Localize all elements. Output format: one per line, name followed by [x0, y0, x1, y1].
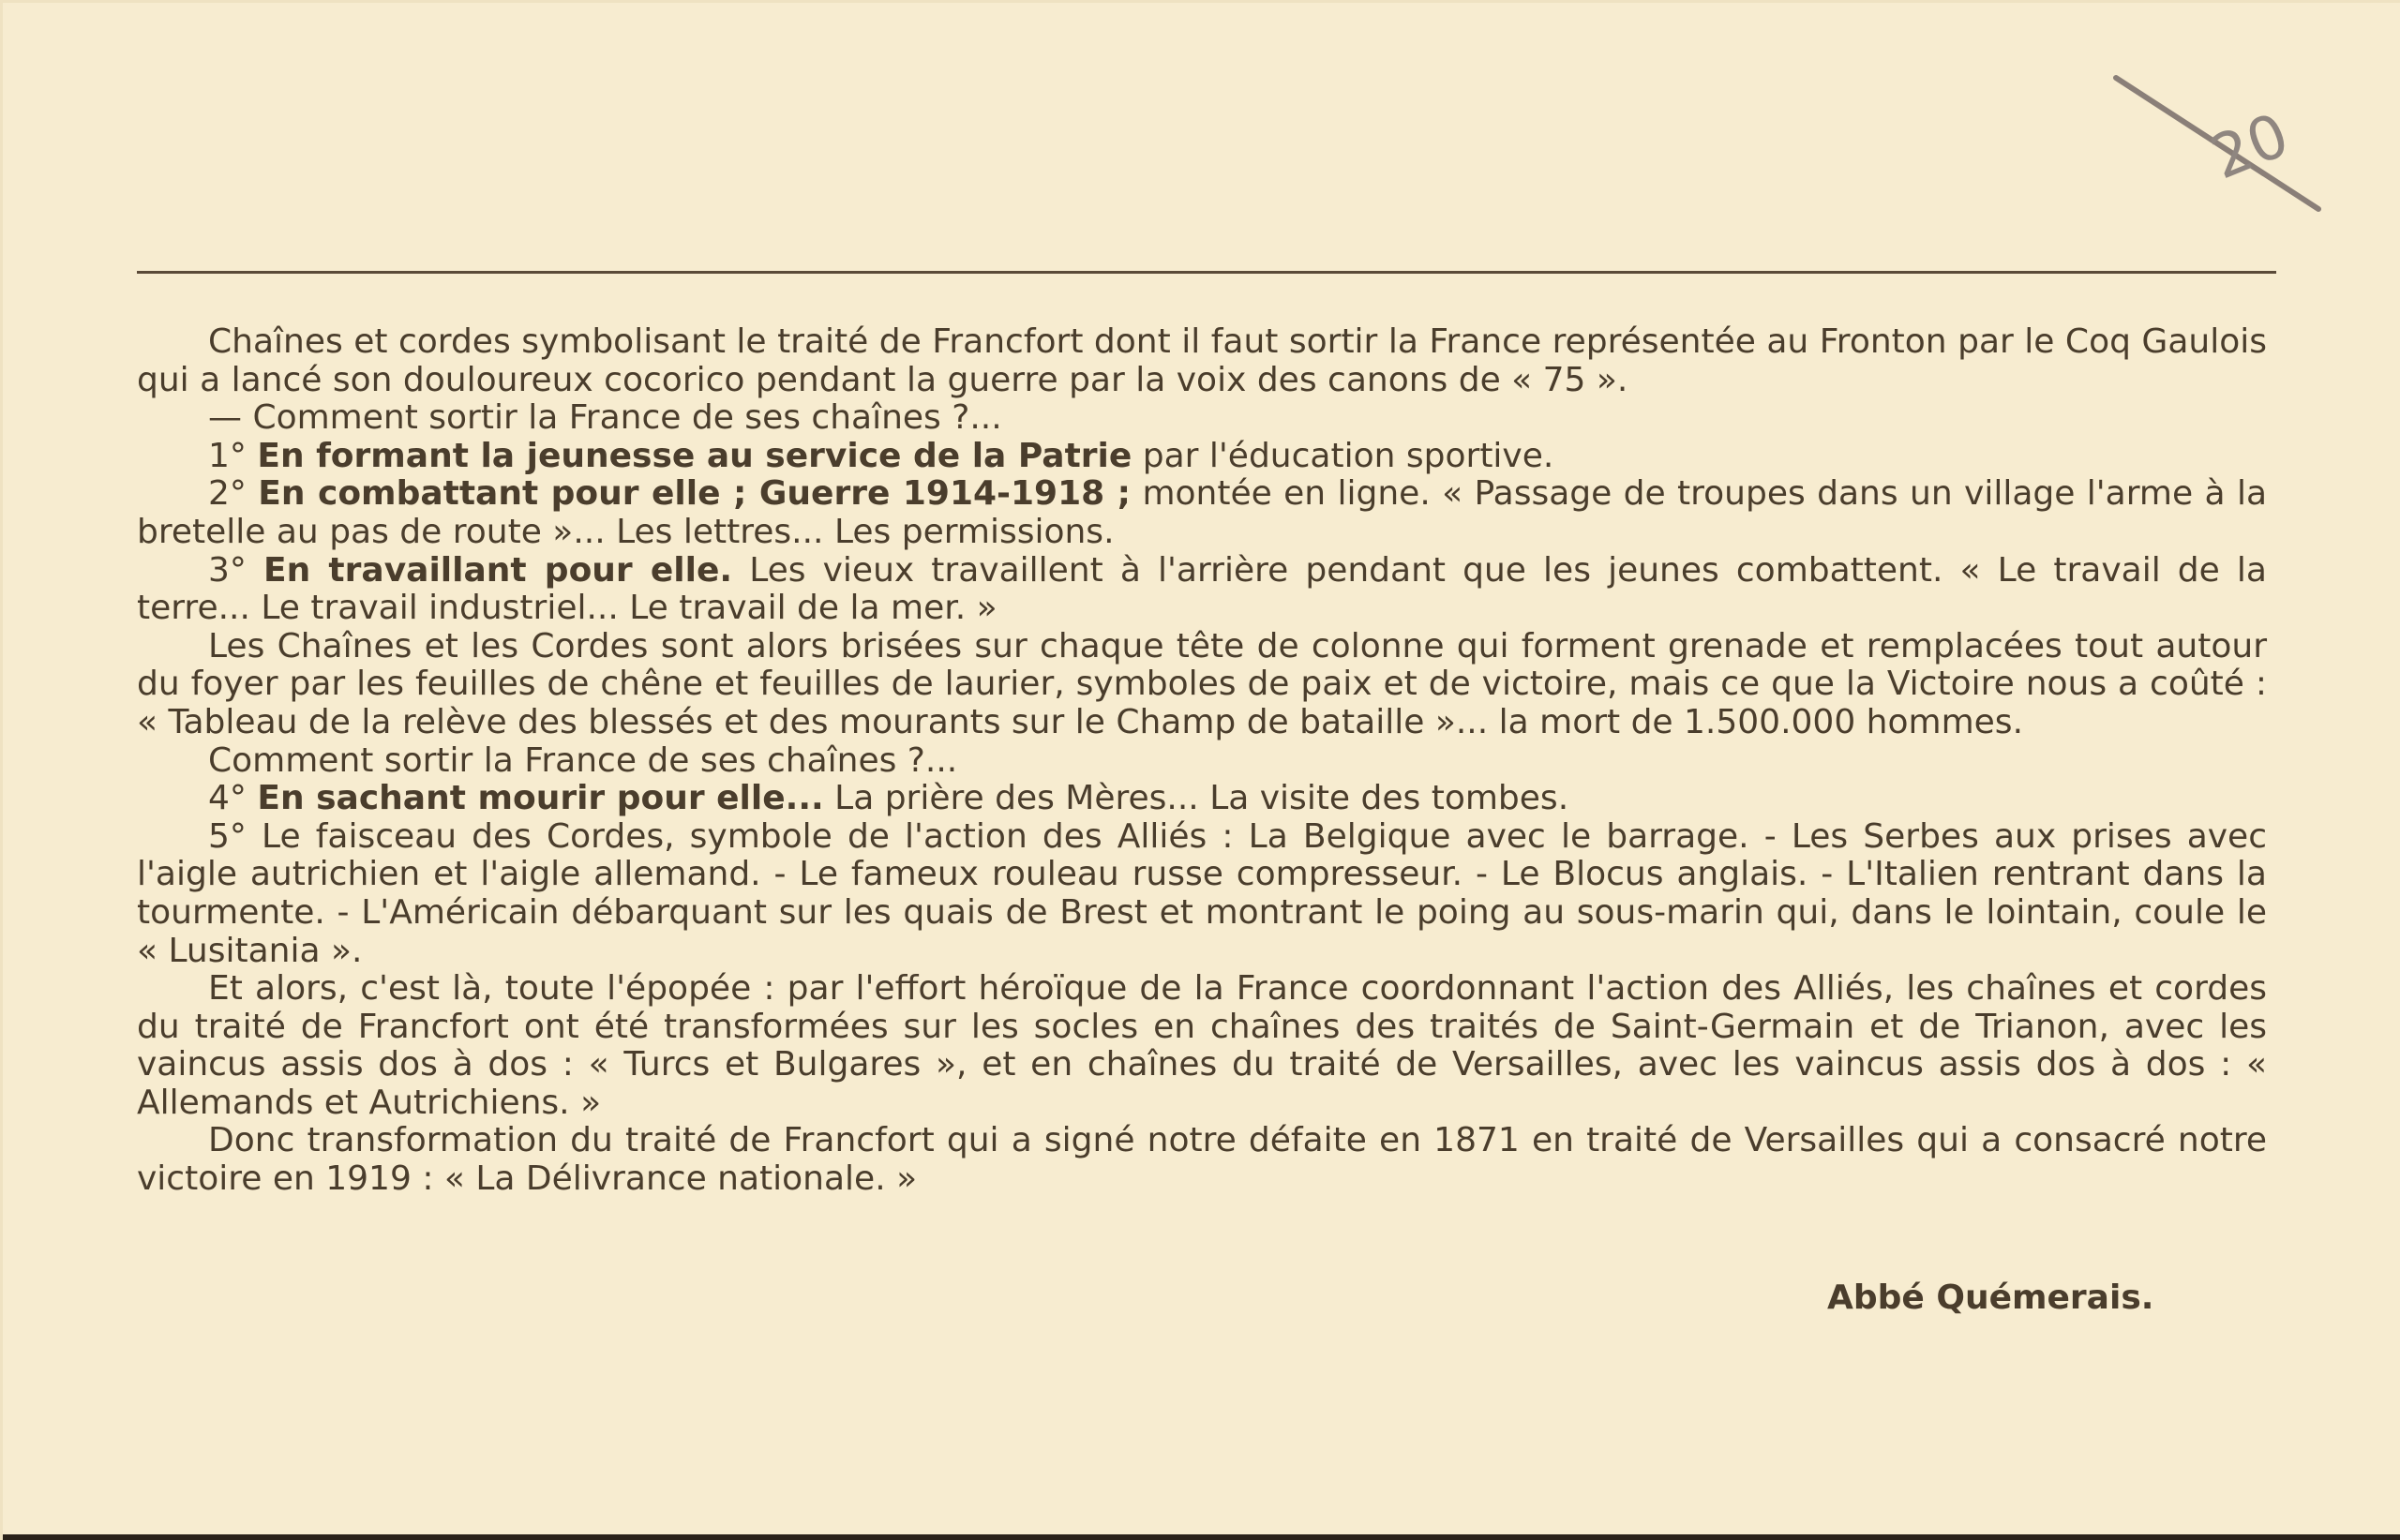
paragraph-p10 [137, 970, 2267, 1122]
text-run: Chaînes et cordes symbolisant le traité de Francfort dont il faut sortir la France représentée au Fronton par le Coq Gaulois qui a lancé son douloureux cocorico pendant la guerre par la voix des canons de « 75 ». [137, 322, 2267, 399]
pencil-note-text: 20 [2201, 100, 2299, 194]
text-run: Les Chaînes et les Cordes sont alors brisées sur chaque tête de colonne qui forment grenade et remplacées tout autour du foyer par les feuilles de chêne et feuilles de laurier, symboles de paix et de victoire, mais ce que la Victoire nous a coûté : « Tableau de la relève des blessés et des mourants sur le Champ de bataille »... la mort de 1.500.000 hommes. [137, 626, 2267, 741]
text-run: par l'éducation sportive. [1132, 436, 1554, 475]
text-run: — Comment sortir la France de ses chaînes ?... [208, 398, 1002, 438]
paragraph-p11 [137, 1122, 2267, 1198]
text-run: La prière des Mères... La visite des tombes. [823, 779, 1569, 818]
bold-phrase: En combattant pour elle ; Guerre 1914-1918 ; [258, 474, 1132, 514]
text-run: Les vieux travaillent à l'arrière pendant que les jeunes combattent. « Le travail de la terre... Le travail industriel... Le travail de la mer. » [137, 550, 2267, 628]
text-run: 1° [208, 436, 258, 475]
text-run: Et alors, c'est là, toute l'épopée : par l'effort héroïque de la France coordonnant l'action des Alliés, les chaînes et cordes du traité de Francfort ont été transformées sur les socles en chaînes des traités de Saint-Germain et de Trianon, avec les vaincus assis dos à dos : « Turcs et Bulgares », et en chaînes du traité de Versailles, avec les vaincus assis dos à dos : « Allemands et Autrichiens. » [137, 969, 2267, 1122]
text-run: 3° [208, 550, 264, 590]
text-run: 2° [208, 474, 259, 514]
paragraph-p1 [137, 323, 2267, 399]
paragraph-p3 [137, 438, 2267, 476]
bold-phrase: En formant la jeunesse au service de la Patrie [257, 436, 1132, 475]
paragraph-p9 [137, 818, 2267, 970]
divider-rule [137, 271, 2276, 274]
paragraph-p7 [137, 742, 2267, 781]
text-run: Comment sortir la France de ses chaînes ?... [208, 740, 958, 780]
body-text [137, 323, 2267, 1199]
bold-phrase: En travaillant pour elle. [263, 550, 733, 590]
signature: Abbé Quémerais. [1827, 1278, 2154, 1317]
paragraph-p8 [137, 780, 2267, 818]
bold-phrase: En sachant mourir pour elle... [257, 779, 824, 818]
paragraph-p6 [137, 628, 2267, 742]
paragraph-p2 [137, 399, 2267, 438]
pencil-annotation [2103, 59, 2347, 228]
text-run: Donc transformation du traité de Francfort qui a signé notre défaite en 1871 en traité de Versailles qui a consacré notre victoire en 1919 : « La Délivrance nationale. » [137, 1121, 2267, 1199]
text-run: montée en ligne. « Passage de troupes dans un village l'arme à la bretelle au pas de route »... Les lettres... Les permissions. [137, 474, 2268, 551]
paragraph-p5 [137, 552, 2267, 628]
text-run: 5° Le faisceau des Cordes, symbole de l'action des Alliés : La Belgique avec le barrage. - Les Serbes aux prises avec l'aigle autrichien et l'aigle allemand. - Le fameux rouleau russe compresseur. - Le Blocus anglais. - L'Italien rentrant dans la tourmente. - L'Américain débarquant sur les quais de Brest et montrant le poing au sous-marin qui, dans le lointain, coule le « Lusitania ». [137, 816, 2267, 970]
paragraph-p4 [137, 475, 2267, 551]
text-run: 4° [208, 779, 258, 818]
